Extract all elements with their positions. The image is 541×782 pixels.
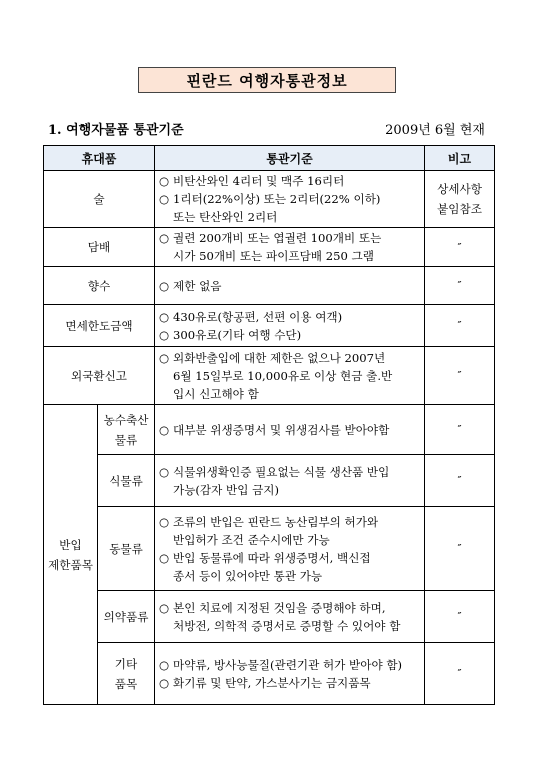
criteria-line: ○ 1리터(22%이상) 또는 2리터(22% 이하) — [159, 190, 420, 208]
row-label-plants: 식물류 — [98, 455, 155, 507]
criteria-cell — [155, 305, 425, 347]
row-label-currency: 외국환신고 — [44, 347, 155, 405]
criteria-cell — [155, 347, 425, 405]
note-cell: ″ — [425, 228, 495, 267]
criteria-line: ○ 반입 동물류에 따라 위생증명서, 백신접 — [159, 549, 420, 567]
header-item: 휴대품 — [44, 146, 155, 171]
group-label-line: 반입 — [59, 537, 82, 552]
criteria-cell — [155, 455, 425, 507]
criteria-line: ○ 본인 치료에 지정된 것임을 증명해야 하며, — [159, 599, 420, 617]
customs-table — [43, 145, 495, 705]
page-title — [138, 67, 396, 93]
criteria-line: ○ 마약류, 방사능물질(관련기관 허가 받아야 함) — [159, 656, 420, 674]
table-row — [44, 643, 495, 705]
row-label-animals: 동물류 — [98, 507, 155, 591]
note-cell: ″ — [425, 405, 495, 455]
note-line: 상세사항 — [437, 182, 482, 196]
table-row — [44, 455, 495, 507]
criteria-cell — [155, 507, 425, 591]
criteria-cell — [155, 591, 425, 643]
table-row — [44, 305, 495, 347]
note-cell: ″ — [425, 591, 495, 643]
table-header-row — [44, 146, 495, 171]
row-label-other — [98, 643, 155, 705]
criteria-line: ○ 대부분 위생증명서 및 위생검사를 받아야함 — [159, 421, 420, 439]
criteria-line: ○ 제한 없음 — [159, 277, 420, 295]
criteria-cell — [155, 171, 425, 228]
criteria-line: 반입허가 조건 준수시에만 가능 — [173, 532, 330, 547]
criteria-line: ○ 궐련 200개비 또는 엽궐련 100개비 또는 — [159, 229, 420, 247]
header-criteria: 통관기준 — [155, 146, 425, 171]
date-label: 2009년 6월 현재 — [385, 123, 485, 138]
table-row — [44, 507, 495, 591]
criteria-line: ○ 화기류 및 탄약, 가스분사기는 금지품목 — [159, 674, 420, 692]
table-row — [44, 405, 495, 455]
table-row — [44, 591, 495, 643]
note-cell: ″ — [425, 305, 495, 347]
row-label-tobacco: 담배 — [44, 228, 155, 267]
row-label-dutyfree: 면세한도금액 — [44, 305, 155, 347]
note-cell: ″ — [425, 507, 495, 591]
criteria-line: ○ 비탄산와인 4리터 및 맥주 16리터 — [159, 172, 420, 190]
row-label-liquor: 술 — [44, 171, 155, 228]
row-label-agri — [98, 405, 155, 455]
table-row — [44, 347, 495, 405]
note-cell: ″ — [425, 455, 495, 507]
note-line: 붙임참조 — [437, 202, 482, 216]
group-label-line: 제한품목 — [48, 557, 93, 572]
criteria-line: 종서 등이 있어야만 통관 가능 — [173, 568, 323, 583]
criteria-cell — [155, 267, 425, 305]
table-row — [44, 171, 495, 228]
label-line: 기타 — [114, 656, 138, 671]
table-row — [44, 228, 495, 267]
criteria-line: ○ 조류의 반입은 핀란드 농산림부의 허가와 — [159, 513, 420, 531]
note-cell: ″ — [425, 643, 495, 705]
row-label-perfume: 향수 — [44, 267, 155, 305]
table-row — [44, 267, 495, 305]
criteria-line: 또는 탄산와인 2리터 — [173, 210, 278, 224]
criteria-cell — [155, 228, 425, 267]
label-line: 물류 — [114, 432, 138, 447]
note-cell: ″ — [425, 267, 495, 305]
criteria-line: ○ 식물위생확인증 필요없는 식물 생산품 반입 — [159, 463, 420, 481]
restricted-items-group — [44, 405, 98, 705]
criteria-line: 6월 15일부로 10,000유로 이상 현금 출.반 — [173, 368, 393, 383]
note-cell — [425, 171, 495, 228]
criteria-cell — [155, 405, 425, 455]
page-title-text: 핀란드 여행자통관정보 — [186, 71, 348, 90]
criteria-line: 입시 신고해야 함 — [173, 386, 259, 401]
note-cell: ″ — [425, 347, 495, 405]
label-line: 품목 — [114, 676, 138, 691]
criteria-line: ○ 430유로(항공편, 선편 이용 여객) — [159, 308, 420, 326]
header-note: 비고 — [425, 146, 495, 171]
row-label-medicine: 의약품류 — [98, 591, 155, 643]
criteria-line: 가능(감자 반입 금지) — [173, 482, 280, 497]
label-line: 농수축산 — [103, 412, 149, 427]
criteria-line: 시가 50개비 또는 파이프담배 250 그램 — [173, 249, 374, 263]
section-heading: 1. 여행자물품 통관기준 — [48, 123, 184, 138]
criteria-line: 처방전, 의학적 증명서로 증명할 수 있어야 함 — [173, 618, 401, 633]
criteria-line: ○ 300유로(기타 여행 수단) — [159, 326, 420, 344]
criteria-line: ○ 외화반출입에 대한 제한은 없으나 2007년 — [159, 349, 420, 367]
criteria-cell — [155, 643, 425, 705]
